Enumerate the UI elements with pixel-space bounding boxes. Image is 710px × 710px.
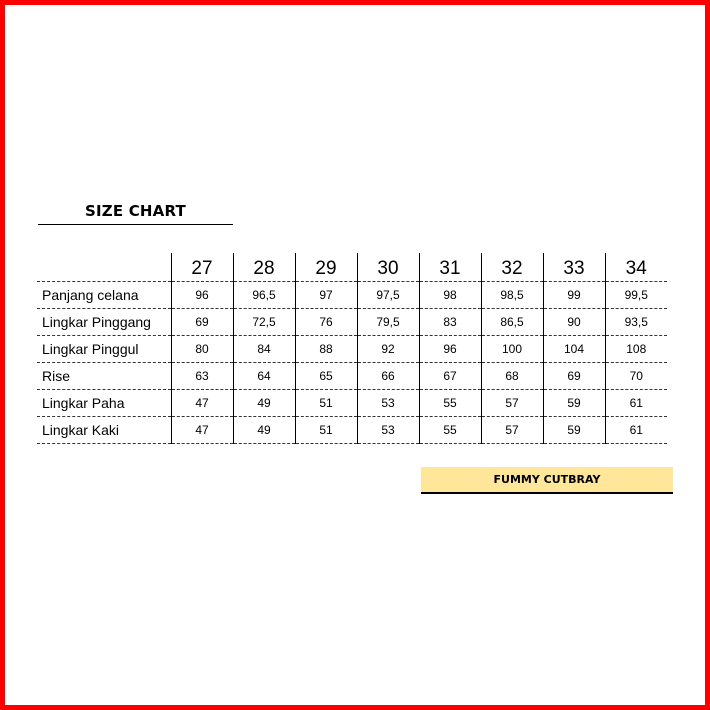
measurement-value: 93,5 [605, 309, 667, 336]
measurement-value: 53 [357, 417, 419, 444]
table-row [37, 282, 667, 309]
measurement-value: 80 [171, 336, 233, 363]
measurement-value: 67 [419, 363, 481, 390]
measurement-value: 65 [295, 363, 357, 390]
measurement-value: 83 [419, 309, 481, 336]
measurement-value: 59 [543, 417, 605, 444]
size-header-cell: 27 [171, 253, 233, 282]
table-row [37, 417, 667, 444]
measurement-value: 49 [233, 417, 295, 444]
measurement-value: 59 [543, 390, 605, 417]
measurement-value: 92 [357, 336, 419, 363]
measurement-value: 57 [481, 390, 543, 417]
measurement-label: Panjang celana [37, 282, 171, 309]
size-header-cell: 28 [233, 253, 295, 282]
measurement-value: 64 [233, 363, 295, 390]
measurement-value: 99 [543, 282, 605, 309]
size-header-cell: 32 [481, 253, 543, 282]
size-table [37, 253, 667, 444]
size-header-row [37, 253, 667, 282]
size-header-cell: 31 [419, 253, 481, 282]
measurement-value: 70 [605, 363, 667, 390]
measurement-value: 108 [605, 336, 667, 363]
measurement-value: 63 [171, 363, 233, 390]
measurement-value: 69 [543, 363, 605, 390]
measurement-value: 97 [295, 282, 357, 309]
size-header-cell: 34 [605, 253, 667, 282]
measurement-value: 51 [295, 390, 357, 417]
size-header-cell: 29 [295, 253, 357, 282]
measurement-value: 47 [171, 417, 233, 444]
table-row [37, 309, 667, 336]
measurement-value: 98,5 [481, 282, 543, 309]
size-header-cell: 30 [357, 253, 419, 282]
measurement-value: 61 [605, 390, 667, 417]
measurement-label: Lingkar Kaki [37, 417, 171, 444]
measurement-value: 104 [543, 336, 605, 363]
product-name-label: FUMMY CUTBRAY [421, 467, 673, 494]
measurement-label: Rise [37, 363, 171, 390]
table-row [37, 390, 667, 417]
measurement-value: 97,5 [357, 282, 419, 309]
measurement-value: 79,5 [357, 309, 419, 336]
header-corner-cell [37, 253, 171, 282]
measurement-label: Lingkar Pinggul [37, 336, 171, 363]
measurement-value: 96 [171, 282, 233, 309]
measurement-value: 55 [419, 417, 481, 444]
measurement-label: Lingkar Pinggang [37, 309, 171, 336]
table-row [37, 336, 667, 363]
size-header-cell: 33 [543, 253, 605, 282]
measurement-value: 100 [481, 336, 543, 363]
measurement-value: 99,5 [605, 282, 667, 309]
measurement-value: 57 [481, 417, 543, 444]
measurement-value: 49 [233, 390, 295, 417]
measurement-value: 53 [357, 390, 419, 417]
measurement-value: 51 [295, 417, 357, 444]
measurement-value: 69 [171, 309, 233, 336]
measurement-value: 66 [357, 363, 419, 390]
measurement-value: 84 [233, 336, 295, 363]
measurement-value: 88 [295, 336, 357, 363]
measurement-value: 55 [419, 390, 481, 417]
measurement-value: 86,5 [481, 309, 543, 336]
measurement-value: 68 [481, 363, 543, 390]
measurement-value: 98 [419, 282, 481, 309]
measurement-label: Lingkar Paha [37, 390, 171, 417]
size-chart-title: SIZE CHART [38, 204, 233, 225]
measurement-value: 90 [543, 309, 605, 336]
measurement-value: 96 [419, 336, 481, 363]
measurement-value: 47 [171, 390, 233, 417]
measurement-value: 72,5 [233, 309, 295, 336]
measurement-value: 61 [605, 417, 667, 444]
table-row [37, 363, 667, 390]
measurement-value: 76 [295, 309, 357, 336]
measurement-value: 96,5 [233, 282, 295, 309]
